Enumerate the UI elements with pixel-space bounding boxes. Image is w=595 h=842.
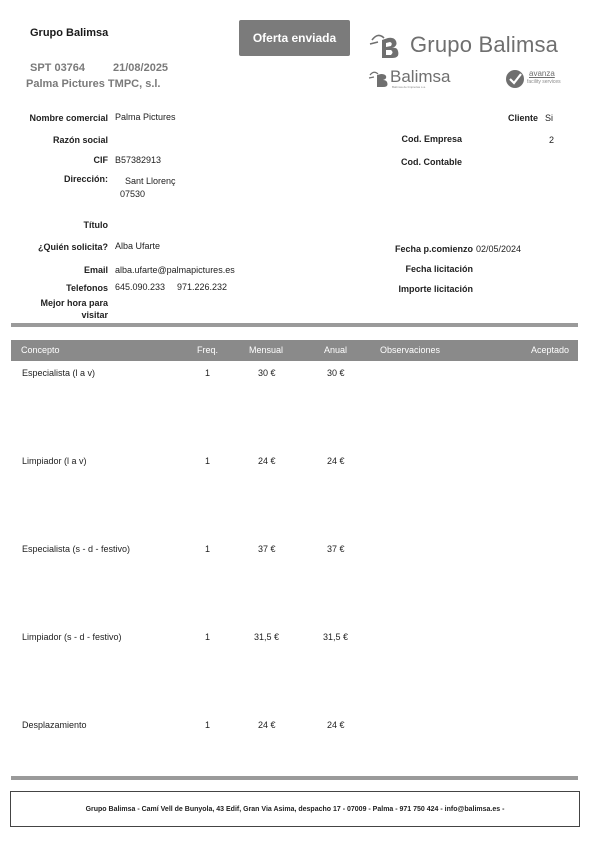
value-telefono-2: 971.226.232	[177, 282, 228, 292]
value-direccion-line1: Sant Llorenç	[125, 176, 176, 186]
label-cliente: Cliente	[507, 113, 538, 123]
value-nombre-comercial: Palma Pictures	[115, 112, 176, 122]
label-razon-social: Razón social	[52, 135, 108, 145]
header-concepto: Concepto	[21, 345, 60, 355]
table-row-5-concepto: Desplazamiento	[22, 720, 87, 730]
label-quien-solicita: ¿Quién solicita?	[37, 242, 108, 252]
label-mejor-hora-line1: Mejor hora para	[40, 298, 108, 308]
status-badge: Oferta enviada	[239, 20, 350, 56]
label-importe-licitacion: Importe licitación	[398, 284, 473, 294]
label-cod-contable: Cod. Contable	[401, 157, 462, 167]
balimsa-b-mark-icon	[368, 30, 404, 62]
table-row-1-mensual: 30 €	[258, 368, 276, 378]
header-anual: Anual	[324, 345, 348, 355]
value-cod-empresa: 2	[549, 135, 555, 145]
logo-main-text: Grupo Balimsa	[410, 32, 559, 57]
table-row-1-freq: 1	[205, 368, 211, 378]
table-row-3-anual: 37 €	[327, 544, 345, 554]
label-titulo: Título	[83, 220, 108, 230]
value-cliente: Si	[545, 113, 554, 123]
table-row-2-concepto: Limpiador (l a v)	[22, 456, 87, 466]
label-fecha-licitacion: Fecha licitación	[405, 264, 473, 274]
header-freq: Freq.	[197, 345, 219, 355]
value-telefono-1: 645.090.233	[115, 282, 166, 292]
table-row-1-concepto: Especialista (l a v)	[22, 368, 96, 378]
value-cif: B57382913	[115, 155, 162, 165]
offer-date: 21/08/2025	[113, 62, 169, 74]
client-name: Palma Pictures TMPC, s.l.	[26, 78, 161, 90]
table-row-5-freq: 1	[205, 720, 211, 730]
table-row-5-mensual: 24 €	[258, 720, 276, 730]
offer-code: SPT 03764	[30, 62, 86, 74]
logo-sub-text: Balimsa	[390, 67, 451, 86]
value-email: alba.ufarte@palmapictures.es	[115, 265, 235, 275]
section-divider-bottom	[11, 776, 578, 780]
value-fecha-comienzo: 02/05/2024	[476, 244, 522, 254]
table-row-3-freq: 1	[205, 544, 211, 554]
table-row-5-anual: 24 €	[327, 720, 345, 730]
label-telefonos: Telefonos	[66, 283, 108, 293]
company-name: Grupo Balimsa	[30, 27, 109, 39]
avanza-tagline: facility services	[527, 79, 561, 85]
balimsa-small-mark-icon	[368, 68, 390, 90]
balimsa-logo	[368, 68, 468, 92]
table-header	[11, 340, 578, 361]
table-row-1-anual: 30 €	[327, 368, 345, 378]
value-direccion-line2: 07530	[120, 189, 146, 199]
label-email: Email	[83, 265, 108, 275]
label-direccion: Dirección:	[63, 174, 108, 184]
avanza-check-icon	[505, 69, 525, 89]
footer-address: Grupo Balimsa - Camí Vell de Bunyola, 43 Edif, Gran Via Asima, despacho 17 - 07009 - Palma - 971 750 424 - info@balimsa.es -	[10, 791, 580, 827]
table-row-4-mensual: 31,5 €	[254, 632, 280, 642]
table-row-2-freq: 1	[205, 456, 211, 466]
table-row-2-anual: 24 €	[327, 456, 345, 466]
avanza-text: avanza	[529, 69, 555, 78]
header-mensual: Mensual	[249, 345, 284, 355]
table-row-4-anual: 31,5 €	[323, 632, 349, 642]
label-cif: CIF	[93, 155, 108, 165]
header-aceptado: Aceptado	[531, 345, 570, 355]
table-row-2-mensual: 24 €	[258, 456, 276, 466]
label-nombre-comercial: Nombre comercial	[29, 113, 108, 123]
label-cod-empresa: Cod. Empresa	[401, 134, 462, 144]
header-observaciones: Observaciones	[380, 345, 441, 355]
label-fecha-comienzo: Fecha p.comienzo	[394, 244, 473, 254]
table-row-4-concepto: Limpiador (s - d - festivo)	[22, 632, 122, 642]
logo-sub-tagline: Balimsa de limpiezas s.a.	[392, 85, 426, 89]
table-row-3-mensual: 37 €	[258, 544, 276, 554]
grupo-balimsa-logo	[368, 30, 572, 62]
table-row-4-freq: 1	[205, 632, 211, 642]
section-divider-top	[11, 323, 578, 327]
avanza-logo	[505, 69, 575, 91]
value-quien-solicita: Alba Ufarte	[115, 241, 161, 251]
table-row-3-concepto: Especialista (s - d - festivo)	[22, 544, 131, 554]
label-mejor-hora-line2: visitar	[81, 310, 108, 320]
